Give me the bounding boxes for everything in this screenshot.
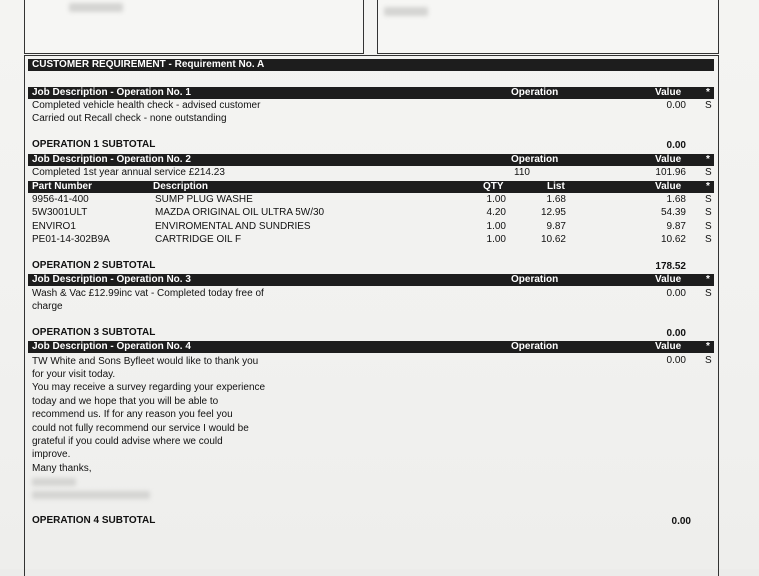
part-number-column: Part Number [32,181,93,192]
part-list: 9.87 [546,221,566,232]
part-description: CARTRIDGE OIL F [155,234,242,245]
part-value: 54.39 [660,207,686,218]
star-column: * [706,154,710,165]
redacted-signature [32,478,76,486]
value-column: Value [655,181,682,192]
operation-4-flag: S [705,355,712,366]
part-qty: 4.20 [486,207,506,218]
star-column: * [706,341,710,352]
customer-requirement-title: CUSTOMER REQUIREMENT - Requirement No. A [32,59,265,70]
operation-column: Operation [511,274,559,285]
part-qty: 1.00 [486,194,506,205]
part-qty: 1.00 [486,234,506,245]
part-flag: S [705,207,712,218]
operation-1-subtotal: 0.00 [666,140,686,151]
operation-4-line-3: You may receive a survey regarding your experience [32,382,266,393]
operation-4-line-1: TW White and Sons Byfleet would like to thank you [32,356,259,367]
operation-4-subtotal-label: OPERATION 4 SUBTOTAL [32,515,156,526]
operation-4-line-5: recommend us. If for any reason you feel you [32,409,233,420]
part-list: 10.62 [540,234,566,245]
part-number: ENVIRO1 [32,221,76,232]
operation-1-header [28,87,714,99]
part-flag: S [705,194,712,205]
operation-4-line-2: for your visit today. [32,369,116,380]
operation-4-line-8: improve. [32,449,71,460]
operation-3-flag: S [705,288,712,299]
operation-4-subtotal: 0.00 [671,516,691,527]
operation-2-title: Job Description - Operation No. 2 [32,154,191,165]
operation-2-subtotal-label: OPERATION 2 SUBTOTAL [32,260,156,271]
part-flag: S [705,221,712,232]
operation-1-line-2: Carried out Recall check - none outstanding [32,113,227,124]
operation-column: Operation [511,154,559,165]
operation-2-flag: S [705,167,712,178]
operation-2-header [28,154,714,166]
part-description: ENVIROMENTAL AND SUNDRIES [155,221,311,232]
part-number: 5W3001ULT [32,207,88,218]
value-column: Value [655,154,682,165]
operation-4-line-4: today and we hope that you will be able to [32,396,219,407]
operation-3-subtotal: 0.00 [666,328,686,339]
operation-2-value: 101.96 [655,167,686,178]
star-column: * [706,274,710,285]
operation-2-code: 110 [514,167,530,178]
part-number: PE01-14-302B9A [32,234,110,245]
operation-1-title: Job Description - Operation No. 1 [32,87,191,98]
value-column: Value [655,87,682,98]
operation-3-header [28,274,714,286]
star-column: * [706,87,710,98]
operation-4-value: 0.00 [666,355,686,366]
operation-column: Operation [511,341,559,352]
customer-address-box [24,0,364,54]
operation-4-title: Job Description - Operation No. 4 [32,341,191,352]
operation-3-title: Job Description - Operation No. 3 [32,274,191,285]
operation-2-line: Completed 1st year annual service £214.23 [32,167,225,178]
operation-4-line-6: could not fully recommend our service I would be [32,423,249,434]
parts-header [28,181,714,193]
part-qty: 1.00 [486,221,506,232]
operation-3-subtotal-label: OPERATION 3 SUBTOTAL [32,327,156,338]
part-value: 10.62 [660,234,686,245]
operation-3-line-2: charge [32,301,63,312]
operation-1-flag: S [705,100,712,111]
description-column: Description [153,181,209,192]
part-number: 9956-41-400 [32,194,89,205]
vehicle-details-box [377,0,719,54]
customer-requirement-bar [28,59,714,71]
part-value: 1.68 [666,194,686,205]
list-column: List [547,181,565,192]
value-column: Value [655,341,682,352]
part-list: 12.95 [540,207,566,218]
qty-column: QTY [483,181,504,192]
star-column: * [706,181,710,192]
operation-column: Operation [511,87,559,98]
part-value: 9.87 [666,221,686,232]
part-flag: S [705,234,712,245]
redacted-signature-name [32,491,150,499]
operation-2-subtotal: 178.52 [655,261,686,272]
operation-4-line-7: grateful if you could advise where we could [32,436,223,447]
operation-3-line-1: Wash & Vac £12.99inc vat - Completed today free of [32,288,264,299]
operation-1-line-1: Completed vehicle health check - advised customer [32,100,261,111]
operation-1-value: 0.00 [666,100,686,111]
part-list: 1.68 [546,194,566,205]
operation-3-value: 0.00 [666,288,686,299]
value-column: Value [655,274,682,285]
operation-1-subtotal-label: OPERATION 1 SUBTOTAL [32,139,156,150]
operation-4-line-9: Many thanks, [32,463,92,474]
part-description: MAZDA ORIGINAL OIL ULTRA 5W/30 [155,207,325,218]
part-description: SUMP PLUG WASHE [155,194,253,205]
operation-4-header [28,341,714,353]
